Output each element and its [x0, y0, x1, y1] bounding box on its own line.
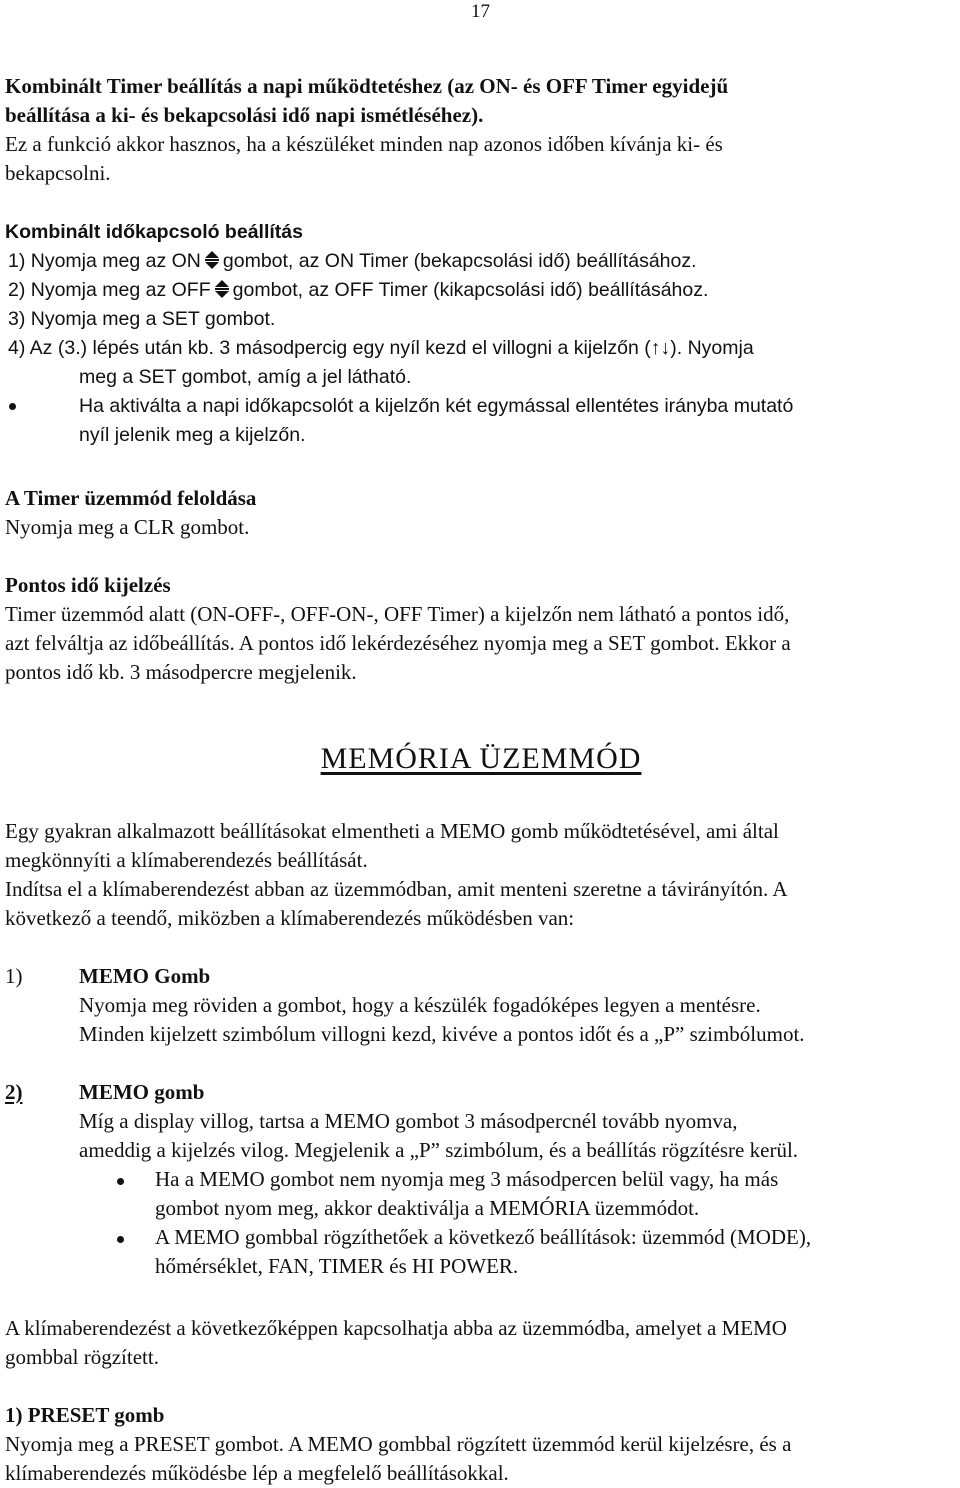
combo-bullet [5, 392, 957, 450]
timer-heading-line: beállítása a ki- és bekapcsolási idő napi ismétléséhez). [5, 103, 484, 127]
timer-section [5, 72, 957, 188]
up-down-arrow-icon [203, 250, 221, 270]
memory-step-1-line: Minden kijelzett szimbólum villogni kezd, kivéve a pontos időt és a „P” szimbólumot. [79, 1022, 805, 1046]
combo-step-4: 4) Az (3.) lépés után kb. 3 másodpercig egy nyíl kezd el villogni a kijelzőn (↑↓). Nyomja [8, 337, 754, 359]
release-heading: A Timer üzemmód feloldása [5, 486, 257, 510]
memory-outro-line: gombbal rögzített. [5, 1345, 159, 1369]
memory-step-2-line: Míg a display villog, tartsa a MEMO gombot 3 másodpercnél tovább nyomva, [79, 1109, 738, 1133]
combo-step-2-text: 2) Nyomja meg az OFF [8, 279, 211, 301]
bullet-icon [5, 1223, 155, 1281]
combo-step-1 [5, 247, 957, 276]
exact-time-heading: Pontos idő kijelzés [5, 573, 171, 597]
bullet-icon [5, 1165, 155, 1223]
bullet-icon [5, 392, 79, 450]
memory-bullet [5, 1165, 957, 1223]
memory-title-block [5, 744, 957, 773]
page-number: 17 [471, 1, 490, 22]
release-text: Nyomja meg a CLR gombot. [5, 515, 250, 539]
memory-intro-line: Indítsa el a klímaberendezést abban az üzemmódban, amit menteni szeretne a távirányítón. A [5, 877, 788, 901]
memory-step-2-number: 2) [5, 1080, 23, 1104]
preset-line: klímaberendezés működésbe lép a megfelelő beállításokkal. [5, 1461, 509, 1485]
combo-step-2 [5, 276, 957, 305]
memory-step-2 [5, 1078, 957, 1281]
preset-section [5, 1401, 957, 1488]
memory-intro-line: következő a teendő, miközben a klímaberendezés működésben van: [5, 906, 575, 930]
exact-time-section [5, 571, 957, 687]
memory-step-1-title: MEMO Gomb [79, 964, 211, 988]
memory-title: MEMÓRIA ÜZEMMÓD [320, 742, 642, 775]
timer-heading-line: Kombinált Timer beállítás a napi működtetéshez (az ON- és OFF Timer egyidejű [5, 74, 729, 98]
memory-bullet [5, 1223, 957, 1281]
preset-heading: 1) PRESET gomb [5, 1403, 165, 1427]
memory-step-1 [5, 962, 957, 1049]
memory-bullet-line: A MEMO gombbal rögzíthetőek a következő beállítások: üzemmód (MODE), [155, 1225, 812, 1249]
up-down-arrow-icon [213, 279, 231, 299]
combo-bullet-line: Ha aktiválta a napi időkapcsolót a kijelzőn két egymással ellentétes irányba mutató [79, 395, 794, 417]
exact-time-line: pontos idő kb. 3 másodpercre megjelenik. [5, 660, 357, 684]
memory-intro-line: Egy gyakran alkalmazott beállításokat elmentheti a MEMO gomb működtetésével, ami által [5, 819, 779, 843]
timer-intro-line: Ez a funkció akkor hasznos, ha a készüléket minden nap azonos időben kívánja ki- és [5, 132, 723, 156]
combo-section [5, 218, 957, 450]
combo-step-1-text: gombot, az ON Timer (bekapcsolási idő) beállításához. [222, 250, 697, 272]
combo-step-1-text: 1) Nyomja meg az ON [8, 250, 201, 272]
memory-step-2-title: MEMO gomb [79, 1080, 205, 1104]
combo-step-4-cont: meg a SET gombot, amíg a jel látható. [79, 366, 412, 388]
memory-bullet-line: Ha a MEMO gombot nem nyomja meg 3 másodpercen belül vagy, ha más [155, 1167, 779, 1191]
preset-line: Nyomja meg a PRESET gombot. A MEMO gombbal rögzített üzemmód kerül kijelzésre, és a [5, 1432, 792, 1456]
memory-intro-line: megkönnyíti a klímaberendezés beállítását. [5, 848, 368, 872]
memory-outro [5, 1314, 957, 1372]
combo-heading: Kombinált időkapcsoló beállítás [5, 221, 303, 243]
memory-intro [5, 817, 957, 933]
memory-step-1-line: Nyomja meg röviden a gombot, hogy a készülék fogadóképes legyen a mentésre. [79, 993, 761, 1017]
combo-step-2-text: gombot, az OFF Timer (kikapcsolási idő) beállításához. [232, 279, 709, 301]
memory-bullet-line: gombot nyom meg, akkor deaktiválja a MEMÓRIA üzemmódot. [155, 1196, 700, 1220]
memory-step-1-number: 1) [5, 964, 23, 988]
memory-step-2-line: ameddig a kijelzés vilog. Megjelenik a „P” szimbólum, és a beállítás rögzítésre kerül. [79, 1138, 799, 1162]
combo-step-3: 3) Nyomja meg a SET gombot. [8, 308, 276, 330]
release-section [5, 484, 957, 542]
exact-time-line: azt felváltja az időbeállítás. A pontos idő lekérdezéséhez nyomja meg a SET gombot. Ekkor a [5, 631, 791, 655]
memory-bullet-line: hőmérséklet, FAN, TIMER és HI POWER. [155, 1254, 519, 1278]
memory-outro-line: A klímaberendezést a következőképpen kapcsolhatja abba az üzemmódba, amelyet a MEMO [5, 1316, 787, 1340]
timer-intro-line: bekapcsolni. [5, 161, 111, 185]
combo-bullet-line: nyíl jelenik meg a kijelzőn. [79, 424, 306, 446]
exact-time-line: Timer üzemmód alatt (ON-OFF-, OFF-ON-, OFF Timer) a kijelzőn nem látható a pontos idő, [5, 602, 790, 626]
